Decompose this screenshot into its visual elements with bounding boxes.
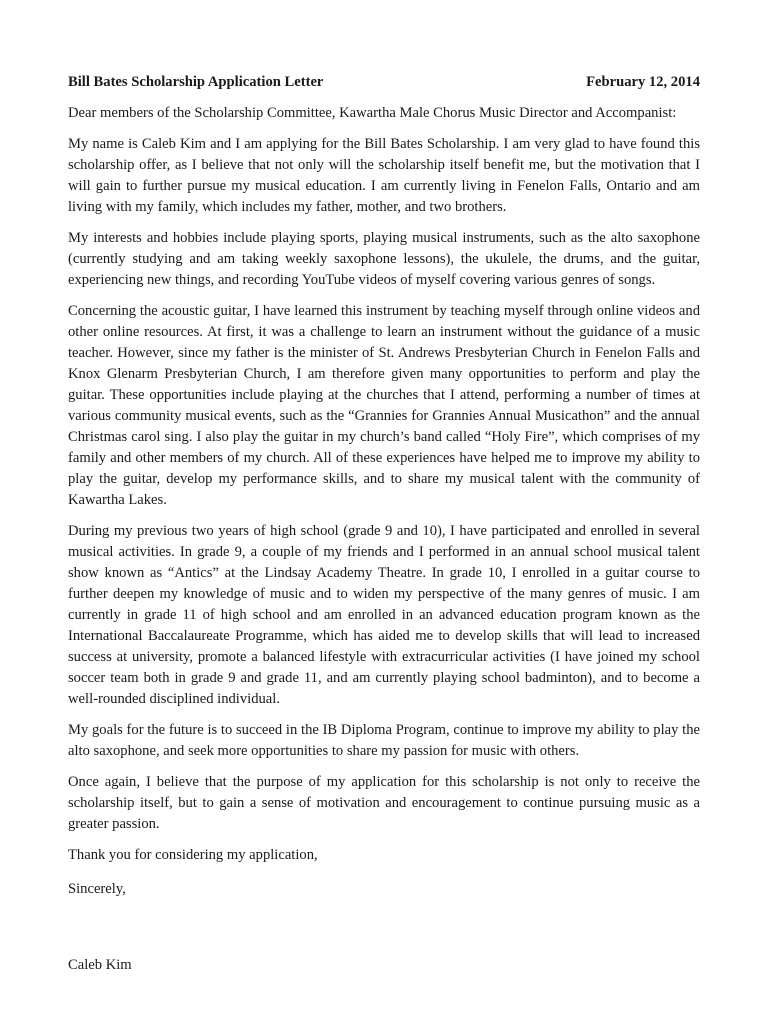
paragraph-interests: My interests and hobbies include playing sports, playing musical instruments, such as the alto saxophone (currently studying and am taking weekly saxophone lessons), the ukulele, the drums, and the guitar, experiencing new things, and recording YouTube videos of myself covering various genres of songs. [68, 230, 700, 288]
signature-name: Caleb Kim [68, 957, 132, 973]
letter-page [68, 72, 700, 986]
paragraph-guitar: Concerning the acoustic guitar, I have learned this instrument by teaching myself through online videos and other online resources. At first, it was a challenge to learn an instrument without the guidance of a music teacher. However, since my father is the minister of St. Andrews Presbyterian Church in Fenelon Falls and Knox Glenarm Presbyterian Church, I am therefore given many opportunities to perform and play the guitar. These opportunities include playing at the churches that I attend, performing a number of times at various community musical events, such as the “Grannies for Grannies Annual Musicathon” and the annual Christmas carol sing. I also play the guitar in my church’s band called “Holy Fire”, which comprises of my family and other members of my church. All of these experiences have helped me to improve my ability to play the guitar, develop my performance skills, and to share my musical talent with the community of Kawartha Lakes. [68, 303, 700, 508]
closing-line: Thank you for considering my application, [68, 847, 318, 863]
salutation: Dear members of the Scholarship Committee, Kawartha Male Chorus Music Director and Accompanist: [68, 105, 677, 121]
paragraph-conclusion: Once again, I believe that the purpose of my application for this scholarship is not only to receive the scholarship itself, but to gain a sense of motivation and encouragement to continue pursuing music as a greater passion. [68, 774, 700, 832]
paragraph-high-school: During my previous two years of high school (grade 9 and 10), I have participated and enrolled in several musical activities. In grade 9, a couple of my friends and I performed in an annual school musical talent show known as “Antics” at the Lindsay Academy Theatre. In grade 10, I enrolled in a guitar course to further deepen my knowledge of music and to widen my perspective of the many genres of music. I am currently in grade 11 of high school and am enrolled in an advanced education program known as the International Baccalaureate Programme, which has aided me to develop skills that will lead to increased success at university, promote a balanced lifestyle with extracurricular activities (I have joined my school soccer team both in grade 9 and grade 11, and am currently playing school badminton), and to become a well-rounded disciplined individual. [68, 523, 700, 707]
paragraph-introduction: My name is Caleb Kim and I am applying for the Bill Bates Scholarship. I am very glad to have found this scholarship offer, as I believe that not only will the scholarship itself benefit me, but the motivation that I will gain to further pursue my musical education. I am currently living in Fenelon Falls, Ontario and am living with my family, which includes my father, mother, and two brothers. [68, 136, 700, 215]
letter-date: February 12, 2014 [586, 74, 700, 90]
sign-off: Sincerely, [68, 881, 126, 897]
letter-title: Bill Bates Scholarship Application Letter [68, 74, 324, 90]
paragraph-goals: My goals for the future is to succeed in the IB Diploma Program, continue to improve my ability to play the alto saxophone, and seek more opportunities to share my passion for music with others. [68, 722, 700, 759]
letter-header [68, 72, 700, 93]
